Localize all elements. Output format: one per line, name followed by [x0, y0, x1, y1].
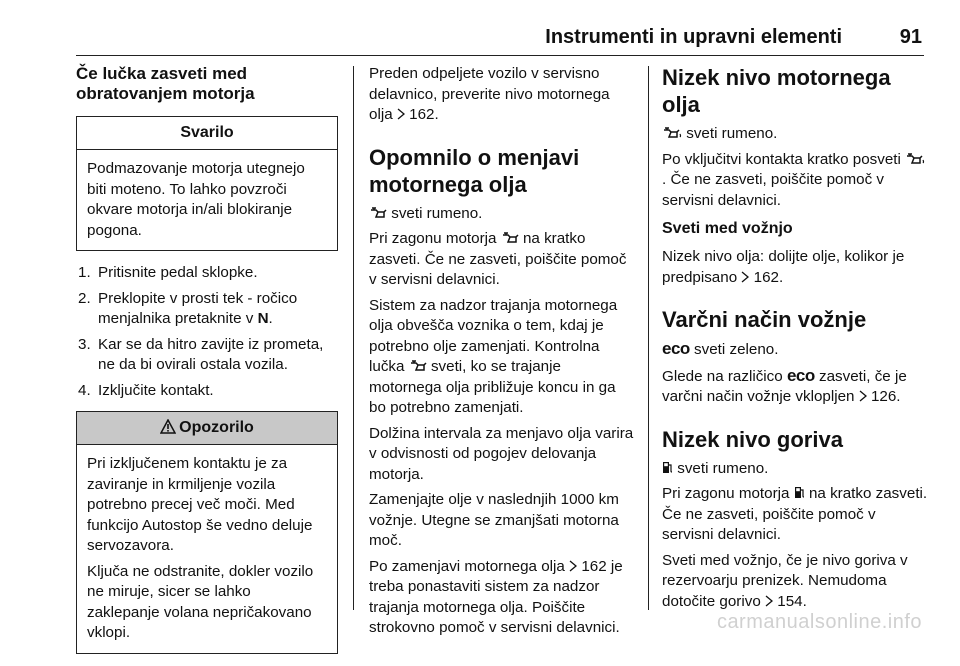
warning-text: Ključa ne odstranite, dokler vozilo ne miruje, sicer se lahko zaklepanje volana nepričakovano vklopi. — [87, 562, 314, 641]
page-reference-icon — [397, 108, 405, 120]
column-1 — [76, 64, 338, 666]
paragraph: eco sveti zeleno. — [662, 339, 779, 358]
column-2 — [369, 64, 635, 644]
fuel-pump-icon — [662, 461, 673, 474]
list-item: 2. Preklopite v prosti tek - ročico menjalnika pretaknite v N. — [78, 289, 298, 327]
caution-text: Podmazovanje motorja utegnejo biti moteno. To lahko povzroči okvare motorja in/ali blokiranje pogona. — [87, 160, 305, 239]
list-item: 4. Izključite kontakt. — [78, 381, 214, 399]
caution-title: Svarilo — [77, 117, 337, 150]
header-rule — [76, 55, 924, 56]
column-divider — [648, 66, 649, 610]
warning-text: Pri izključenem kontaktu je za zaviranje in krmiljenje vozila potrebno precej več moči. Med funkcijo Autostop še vedno deluje servozavora. — [87, 455, 313, 554]
paragraph: sveti rumeno. — [369, 204, 635, 225]
paragraph: Sistem za nadzor trajanja motornega olja obvešča voznika o tem, kdaj je potrebno olje zamenjati. Kontrolna lučka sveti, ko se trajanje motornega olja približuje koncu in ga bo potrebno zamenjati. — [369, 296, 618, 416]
section-heading: Nizek nivo motornega olja — [662, 65, 891, 117]
list-item: 1. Pritisnite pedal sklopke. — [78, 264, 258, 281]
oil-change-icon — [369, 206, 387, 219]
list-item: 3. Kar se da hitro zavijte iz prometa, ne da bi ovirali ostala vozila. — [78, 335, 324, 373]
paragraph: sveti rumeno. — [662, 124, 928, 145]
paragraph: Pri zagonu motorja na kratko zasveti. Če ne zasveti, poiščite pomoč v servisni delavnici. — [369, 230, 627, 288]
watermark: carmanualsonline.info — [716, 611, 922, 633]
section-heading: Varčni način vožnje — [662, 307, 867, 332]
section-heading: Če lučka zasveti med obratovanjem motorja — [76, 64, 255, 103]
paragraph: Sveti med vožnjo, če je nivo goriva v rezervoarju prenizek. Nemudoma dotočite gorivo 154. — [662, 551, 908, 610]
paragraph: Preden odpeljete vozilo v servisno delavnico, preverite nivo motornega olja 162. — [369, 65, 610, 123]
warning-box — [76, 411, 338, 654]
header-title: Instrumenti in upravni elementi — [545, 26, 842, 48]
section-heading: Nizek nivo goriva — [662, 426, 843, 452]
paragraph: Dolžina intervala za menjavo olja varira v odvisnosti od pogojev delovanja motorja. — [369, 424, 634, 483]
page-reference-icon — [859, 390, 867, 402]
page-header — [0, 26, 960, 56]
paragraph: Zamenjajte olje v naslednjih 1000 km vožnje. Utegne se zmanjšati motorna moč. — [369, 491, 619, 549]
eco-icon: eco — [662, 339, 690, 358]
paragraph: Nizek nivo olja: dolijte olje, kolikor je predpisano 162. — [662, 248, 905, 286]
paragraph: Po vključitvi kontakta kratko posveti . Če ne zasveti, poiščite pomoč v servisni delavnici. — [662, 150, 928, 212]
steps-list — [76, 263, 338, 401]
warning-triangle-icon — [160, 419, 176, 434]
warning-header — [77, 412, 337, 445]
page-reference-icon — [765, 595, 773, 607]
oil-change-icon — [501, 231, 519, 244]
page-reference-icon — [569, 560, 577, 572]
oil-level-icon — [662, 126, 682, 139]
caution-box — [76, 116, 338, 251]
page-reference-icon — [741, 271, 749, 283]
column-3 — [662, 64, 928, 617]
paragraph: Pri zagonu motorja na kratko zasveti. Če ne zasveti, poiščite pomoč v servisni delavnici. — [662, 485, 928, 543]
fuel-pump-icon — [794, 486, 805, 499]
eco-icon: eco — [786, 365, 815, 385]
section-heading: Opomnilo o menjavi motornega olja — [369, 144, 580, 197]
oil-level-icon — [905, 152, 925, 165]
paragraph: sveti rumeno. — [662, 459, 928, 480]
column-divider — [353, 66, 354, 610]
page-number: 91 — [899, 26, 922, 48]
paragraph: Glede na različico eco zasveti, če je varčni način vožnje vklopljen 126. — [662, 365, 907, 405]
paragraph: Po zamenjavi motornega olja 162 je treba ponastaviti sistem za nadzor trajanja motornega olja. Poiščite strokovno pomoč v servisni delavnici. — [369, 557, 623, 636]
oil-change-icon — [409, 359, 427, 372]
subheading: Sveti med vožnjo — [662, 220, 793, 237]
warning-title: Opozorilo — [179, 419, 254, 436]
